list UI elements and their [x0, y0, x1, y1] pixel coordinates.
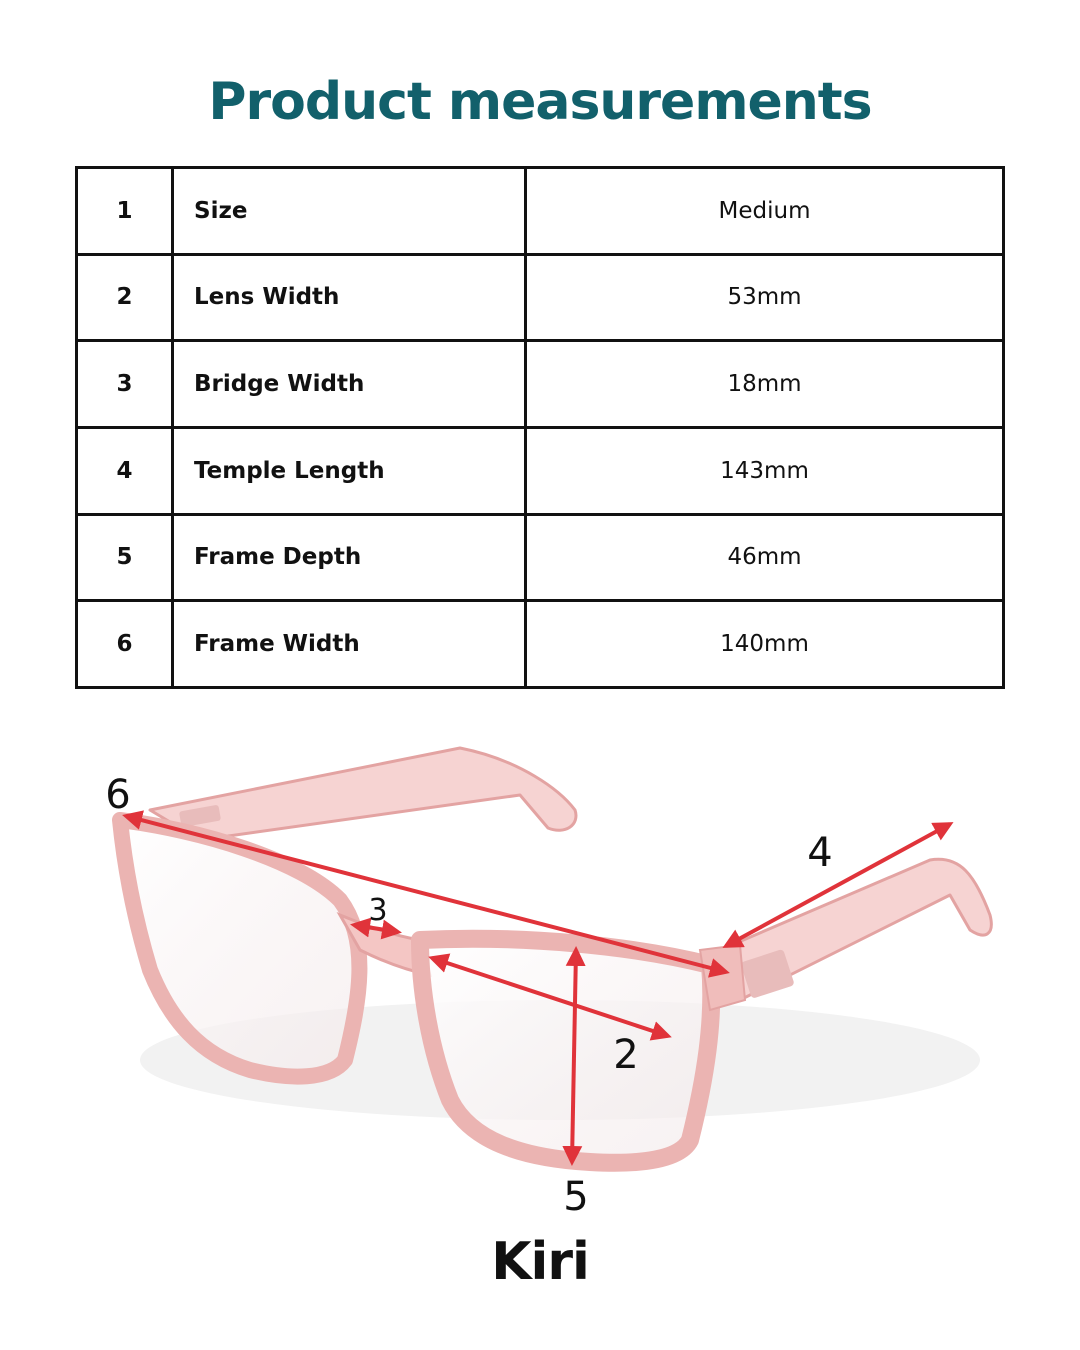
- table-row: [77, 514, 1004, 601]
- row-value: 46mm: [526, 514, 1004, 601]
- product-name: Kiri: [491, 1232, 589, 1292]
- row-number: 3: [77, 341, 173, 428]
- row-number: 5: [77, 514, 173, 601]
- left-lens-frame: [120, 820, 359, 1077]
- row-value: 18mm: [526, 341, 1004, 428]
- marker-frame-width: 6: [105, 772, 131, 818]
- marker-temple-length: 4: [807, 830, 833, 876]
- row-label: Temple Length: [173, 427, 526, 514]
- marker-lens-width: 2: [613, 1032, 639, 1078]
- row-value: 140mm: [526, 601, 1004, 688]
- table-row: [77, 601, 1004, 688]
- row-value: 143mm: [526, 427, 1004, 514]
- marker-frame-depth: 5: [563, 1174, 589, 1220]
- row-value: Medium: [526, 168, 1004, 255]
- table-row: [77, 341, 1004, 428]
- row-number: 2: [77, 254, 173, 341]
- row-label: Frame Width: [173, 601, 526, 688]
- row-label: Size: [173, 168, 526, 255]
- glasses-diagram: [0, 700, 1080, 1220]
- row-number: 6: [77, 601, 173, 688]
- far-temple-arm: [150, 748, 576, 840]
- row-value: 53mm: [526, 254, 1004, 341]
- row-number: 4: [77, 427, 173, 514]
- marker-bridge-width: 3: [368, 893, 388, 928]
- row-number: 1: [77, 168, 173, 255]
- right-lens-frame: [420, 939, 711, 1163]
- page-title: Product measurements: [208, 72, 872, 132]
- table-row: [77, 427, 1004, 514]
- table-row: [77, 168, 1004, 255]
- table-row: [77, 254, 1004, 341]
- row-label: Bridge Width: [173, 341, 526, 428]
- measurements-table: [75, 166, 1005, 689]
- row-label: Lens Width: [173, 254, 526, 341]
- row-label: Frame Depth: [173, 514, 526, 601]
